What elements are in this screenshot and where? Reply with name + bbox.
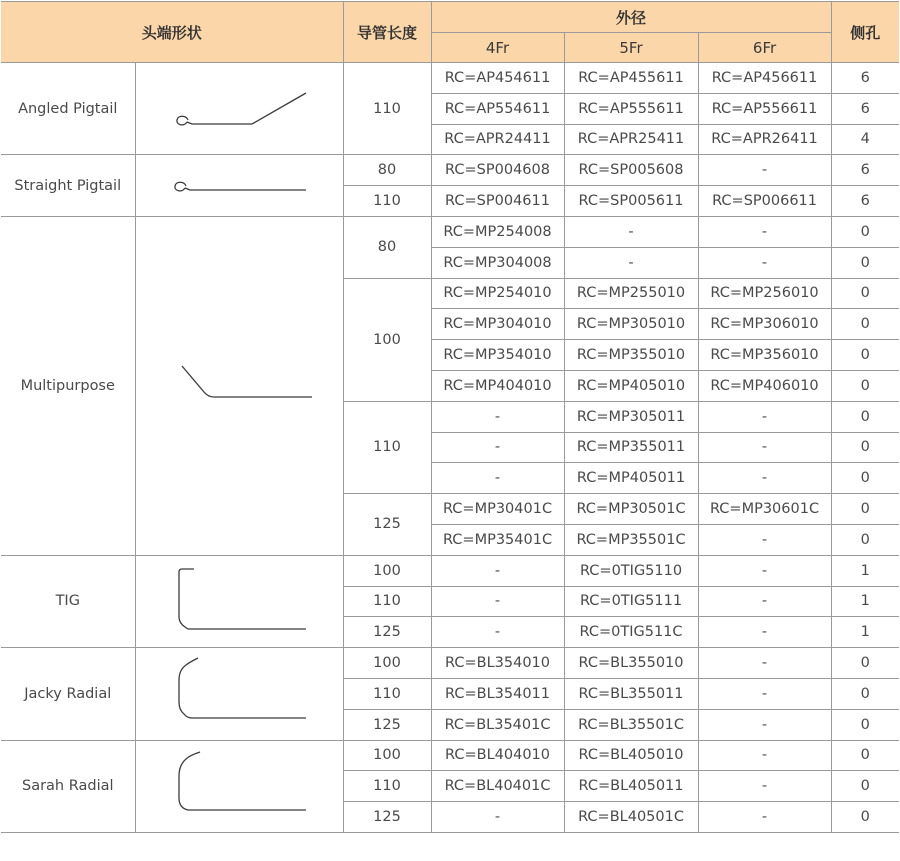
- code-5fr: RC=APR25411: [564, 124, 698, 155]
- header-catheter-length: 导管长度: [343, 2, 431, 63]
- code-6fr: -: [698, 555, 831, 586]
- code-5fr: RC=MP35501C: [564, 524, 698, 555]
- code-5fr: -: [564, 216, 698, 247]
- side-holes-cell: 0: [831, 216, 899, 247]
- code-6fr: -: [698, 648, 831, 679]
- code-5fr: RC=MP305011: [564, 401, 698, 432]
- code-6fr: RC=MP30601C: [698, 494, 831, 525]
- tip-name-straight-pigtail: Straight Pigtail: [1, 155, 135, 217]
- side-holes-cell: 6: [831, 155, 899, 186]
- length-cell: 125: [343, 494, 431, 556]
- table-body: [1, 63, 899, 833]
- shape-cell-tig: [135, 555, 343, 647]
- side-holes-cell: 4: [831, 124, 899, 155]
- code-4fr: RC=MP404010: [431, 370, 564, 401]
- table-row: [1, 555, 899, 586]
- table-row: [1, 740, 899, 771]
- length-cell: 110: [343, 771, 431, 802]
- code-6fr: RC=MP406010: [698, 370, 831, 401]
- side-holes-cell: 0: [831, 309, 899, 340]
- tip-name-tig: TIG: [1, 555, 135, 647]
- side-holes-cell: 1: [831, 617, 899, 648]
- code-5fr: RC=0TIG5110: [564, 555, 698, 586]
- multipurpose-icon: [164, 356, 314, 416]
- table-header: [1, 2, 899, 63]
- shape-cell-jacky-radial: [135, 648, 343, 740]
- side-holes-cell: 0: [831, 648, 899, 679]
- length-cell: 125: [343, 617, 431, 648]
- code-5fr: RC=BL355010: [564, 648, 698, 679]
- code-6fr: RC=MP356010: [698, 340, 831, 371]
- code-6fr: -: [698, 247, 831, 278]
- side-holes-cell: 0: [831, 340, 899, 371]
- side-holes-cell: 1: [831, 555, 899, 586]
- header-size-4fr: 4Fr: [431, 33, 564, 63]
- code-5fr: RC=MP355011: [564, 432, 698, 463]
- code-5fr: RC=SP005611: [564, 186, 698, 217]
- side-holes-cell: 0: [831, 370, 899, 401]
- code-6fr: RC=AP456611: [698, 63, 831, 94]
- code-5fr: RC=0TIG5111: [564, 586, 698, 617]
- code-4fr: RC=MP354010: [431, 340, 564, 371]
- code-4fr: -: [431, 401, 564, 432]
- code-6fr: -: [698, 524, 831, 555]
- header-size-5fr: 5Fr: [564, 33, 698, 63]
- code-5fr: RC=BL355011: [564, 678, 698, 709]
- code-6fr: -: [698, 802, 831, 833]
- side-holes-cell: 0: [831, 771, 899, 802]
- length-cell: 100: [343, 555, 431, 586]
- tip-name-jacky-radial: Jacky Radial: [1, 648, 135, 740]
- code-6fr: -: [698, 401, 831, 432]
- side-holes-cell: 0: [831, 494, 899, 525]
- code-5fr: -: [564, 247, 698, 278]
- code-6fr: -: [698, 155, 831, 186]
- code-6fr: -: [698, 678, 831, 709]
- side-holes-cell: 0: [831, 802, 899, 833]
- tip-name-angled-pigtail: Angled Pigtail: [1, 63, 135, 155]
- code-4fr: -: [431, 802, 564, 833]
- code-5fr: RC=0TIG511C: [564, 617, 698, 648]
- code-5fr: RC=MP405010: [564, 370, 698, 401]
- length-cell: 125: [343, 709, 431, 740]
- table-row: [1, 155, 899, 186]
- code-5fr: RC=AP555611: [564, 93, 698, 124]
- length-cell: 125: [343, 802, 431, 833]
- jacky-radial-icon: [164, 654, 314, 734]
- code-4fr: RC=BL354010: [431, 648, 564, 679]
- code-4fr: RC=BL35401C: [431, 709, 564, 740]
- code-4fr: RC=SP004611: [431, 186, 564, 217]
- code-4fr: RC=AP454611: [431, 63, 564, 94]
- tig-icon: [164, 561, 314, 641]
- length-cell: 100: [343, 740, 431, 771]
- table-row: [1, 63, 899, 94]
- code-6fr: -: [698, 709, 831, 740]
- code-4fr: RC=MP254008: [431, 216, 564, 247]
- code-4fr: -: [431, 586, 564, 617]
- code-4fr: -: [431, 463, 564, 494]
- catheter-spec-table: [1, 1, 899, 833]
- code-4fr: RC=APR24411: [431, 124, 564, 155]
- code-4fr: RC=AP554611: [431, 93, 564, 124]
- length-cell: 110: [343, 401, 431, 493]
- side-holes-cell: 0: [831, 740, 899, 771]
- code-4fr: RC=BL354011: [431, 678, 564, 709]
- code-6fr: RC=AP556611: [698, 93, 831, 124]
- side-holes-cell: 6: [831, 186, 899, 217]
- code-6fr: RC=APR26411: [698, 124, 831, 155]
- code-6fr: -: [698, 463, 831, 494]
- table-row: [1, 648, 899, 679]
- code-5fr: RC=BL405010: [564, 740, 698, 771]
- length-cell: 110: [343, 186, 431, 217]
- code-6fr: -: [698, 216, 831, 247]
- code-6fr: -: [698, 432, 831, 463]
- code-5fr: RC=MP305010: [564, 309, 698, 340]
- header-size-6fr: 6Fr: [698, 33, 831, 63]
- code-5fr: RC=AP455611: [564, 63, 698, 94]
- length-cell: 100: [343, 648, 431, 679]
- tip-name-sarah-radial: Sarah Radial: [1, 740, 135, 832]
- shape-cell-angled-pigtail: [135, 63, 343, 155]
- code-6fr: -: [698, 771, 831, 802]
- sarah-radial-icon: [164, 746, 314, 826]
- length-cell: 80: [343, 155, 431, 186]
- code-4fr: RC=MP35401C: [431, 524, 564, 555]
- code-4fr: RC=BL404010: [431, 740, 564, 771]
- shape-cell-multipurpose: [135, 216, 343, 555]
- code-4fr: -: [431, 555, 564, 586]
- code-4fr: -: [431, 617, 564, 648]
- code-4fr: RC=SP004608: [431, 155, 564, 186]
- shape-cell-sarah-radial: [135, 740, 343, 832]
- code-5fr: RC=MP255010: [564, 278, 698, 309]
- code-6fr: RC=MP256010: [698, 278, 831, 309]
- table-row: [1, 216, 899, 247]
- angled-pigtail-icon: [164, 84, 314, 134]
- length-cell: 110: [343, 678, 431, 709]
- header-tip-shape: 头端形状: [1, 2, 343, 63]
- side-holes-cell: 6: [831, 93, 899, 124]
- side-holes-cell: 0: [831, 432, 899, 463]
- side-holes-cell: 0: [831, 463, 899, 494]
- side-holes-cell: 0: [831, 278, 899, 309]
- side-holes-cell: 0: [831, 709, 899, 740]
- code-4fr: RC=MP30401C: [431, 494, 564, 525]
- code-6fr: -: [698, 617, 831, 648]
- code-4fr: -: [431, 432, 564, 463]
- side-holes-cell: 6: [831, 63, 899, 94]
- code-5fr: RC=BL405011: [564, 771, 698, 802]
- side-holes-cell: 0: [831, 247, 899, 278]
- length-cell: 110: [343, 63, 431, 155]
- header-side-holes: 侧孔: [831, 2, 899, 63]
- code-5fr: RC=MP30501C: [564, 494, 698, 525]
- code-4fr: RC=MP304010: [431, 309, 564, 340]
- length-cell: 110: [343, 586, 431, 617]
- code-5fr: RC=MP355010: [564, 340, 698, 371]
- code-4fr: RC=MP304008: [431, 247, 564, 278]
- tip-name-multipurpose: Multipurpose: [1, 216, 135, 555]
- side-holes-cell: 0: [831, 524, 899, 555]
- code-4fr: RC=MP254010: [431, 278, 564, 309]
- code-5fr: RC=BL35501C: [564, 709, 698, 740]
- length-cell: 100: [343, 278, 431, 401]
- side-holes-cell: 0: [831, 401, 899, 432]
- code-5fr: RC=BL40501C: [564, 802, 698, 833]
- side-holes-cell: 0: [831, 678, 899, 709]
- straight-pigtail-icon: [164, 166, 314, 206]
- shape-cell-straight-pigtail: [135, 155, 343, 217]
- code-4fr: RC=BL40401C: [431, 771, 564, 802]
- side-holes-cell: 1: [831, 586, 899, 617]
- code-6fr: -: [698, 586, 831, 617]
- length-cell: 80: [343, 216, 431, 278]
- code-6fr: RC=SP006611: [698, 186, 831, 217]
- header-outer-diameter: 外径: [431, 2, 831, 33]
- code-5fr: RC=SP005608: [564, 155, 698, 186]
- code-6fr: RC=MP306010: [698, 309, 831, 340]
- code-6fr: -: [698, 740, 831, 771]
- code-5fr: RC=MP405011: [564, 463, 698, 494]
